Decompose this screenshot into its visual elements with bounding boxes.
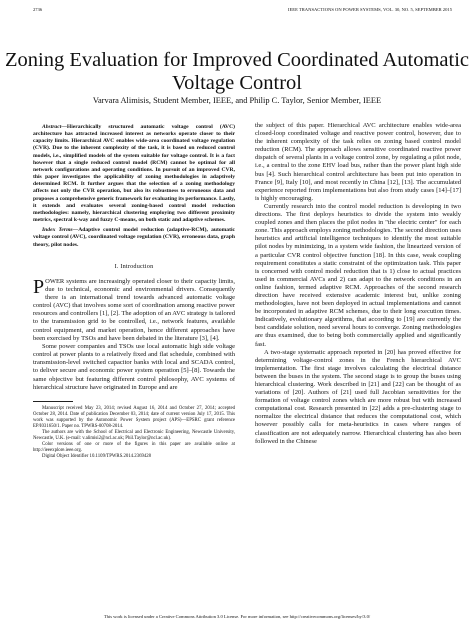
footnote-color: Color versions of one or more of the figures in this paper are available online at http://ieeexplore.ieee.org. <box>33 441 235 453</box>
index-terms <box>33 227 235 248</box>
journal-header: IEEE TRANSACTIONS ON POWER SYSTEMS, VOL. 30, NO. 5, SEPTEMBER 2015 <box>287 7 452 12</box>
right-paragraph-1: the subject of this paper. Hierarchical AVC architecture enables wide-area closed-loop coordinated voltage and reactive power control, however, due to the inherent complexity of the task relies on zoning based control model reduction (RCM). The approach allows sensitive coordinated reactive power dispatch of several plants in a voltage control zone, by regulating a pilot node, i.e., a central to the zone EHV load bus, rather than the power plant high side bus [4]. Such hierarchical control architecture has been put into operation in France [9], Italy [10], and most recently in China [12], [13]. The accumulated experience reported from implementations but also from study cases [14]–[17] is highly encouraging. <box>255 122 461 202</box>
intro-paragraph-1 <box>33 275 235 343</box>
right-paragraph-3: A two-stage systematic approach reported in [20] has proved effective for determining voltage-control zones in the French hierarchical AVC implementation. The first stage involves calculating the electrical distance between the buses in the system. The second stage is to group the buses using hierarchical clustering. Work described in [21] and [22] can be thought of as variations of [20]. Authors of [21] used full Jacobian sensitivities for the formation of voltage control zones which are more robust but with increased computational cost. Research presented in [22] adds a pre-clustering stage to normalize the electrical distance that reduces the computational cost, which however possibly calls for meta-heuristics in cases where ranges of classification are not adequately narrow. Hierarchical clustering has also been followed in the Chinese <box>255 348 461 445</box>
intro-p1-text: systems are increasingly operated closer to their capacity limits, due to technical, economic and environmental drivers. Consequently there is an international trend towards advanced automatic voltage control (AVC) that involves some sort of coordination among reactive power resources and controllers [1], [2]. The adoption of an AVC strategy is tailored to the transmission grid to be controlled, i.e., network features, available control equipment, and market operation, hence different approaches have been exercised by TSOs and have been debated in the literature [3], [4]. <box>33 277 235 342</box>
page-number: 2736 <box>33 7 43 12</box>
footnote-doi: Digital Object Identifier 10.1109/TPWRS.2014.2369428 <box>42 453 152 459</box>
index-terms-text: Adaptive control model reduction (adaptive-RCM), automatic voltage control (AVC), coordinated voltage regulation (CVR), erroneous data, graph theory, pilot nodes. <box>33 227 235 248</box>
intro-paragraph-2: Some power companies and TSOs use local automatic high side voltage control at power plants to a relatively fixed and flat schedule, combined with transmission-level switched capacitor banks with local and SCADA control, to deliver secure and economic power system operation [5]–[8]. Towards the same objective but featuring different control philosophy, AVC systems of hierarchical structure have originated in Europe and are <box>33 342 235 391</box>
drop-cap: P <box>33 275 45 298</box>
paper-authors: Varvara Alimisis, Student Member, IEEE, and Philip C. Taylor, Senior Member, IEEE <box>92 96 382 105</box>
left-column <box>33 124 235 460</box>
section-title: I. Introduction <box>114 262 154 270</box>
footnote-divider <box>33 401 73 402</box>
intro-first-word: OWER <box>45 277 65 285</box>
index-terms-lead: Index Terms— <box>42 227 79 234</box>
abstract-lead: Abstract— <box>42 124 67 130</box>
right-paragraph-2: Currently research into the control model reduction is developing in two directions. The first deploys heuristics to divide the system into weakly coupled zones and then places the pilot nodes in "the electric center" for each zone. This approach employs zoning methodologies. The second direction uses heuristics and artificial intelligence techniques to identify the most suitable pilot nodes by minimizing, in a system wide fashion, the linearized version of a particular CVR control objective function [18]. In this case, weak coupling requirement constitutes a static constraint of the optimization task. This paper is concerned with control model reduction that is 1) close to actual practices used in commercial AVCs and 2) can adapt to the network conditions in an online fashion, termed adaptive RCM. Approaches of the second research direction have received extensive academic interest but, unlike zoning methodologies, have not been deployed in actual implementations and cannot be incorporated in adaptive RCM schemes, due to their long execution times. Indicatively, evolutionary algorithms, that according to [19] are currently the best candidate solution, need several hours to converge. Zoning methodologies are thus examined, due to being both commercially applied and significantly fast. <box>255 202 461 348</box>
paper-title: Zoning Evaluation for Improved Coordinated Automatic Voltage Control <box>5 49 469 94</box>
abstract <box>33 124 235 224</box>
abstract-text: Hierarchically structured automatic voltage control (AVC) architecture has attracted increased interest as networks operate closer to their capacity limits. Hierarchical AVC enables wide-area coordinated voltage regulation (CVR). Due to the inherent complexity of the task, it is based on reduced control models, i.e., simplified models of the system suitable for voltage control. It is a fact however that a single reduced control model (RCM) cannot be optimal for all network configurations and operating conditions. In pursuit of an improved CVR, this paper investigates the applicability of zoning methodologies in adaptively determined RCM. It further argues that the selection of a zoning methodology affects not only the CVR operation, but also its robustness to erroneous data and proposes a comprehensive generic framework for evaluating its performance. Lastly, it extends and evaluates several zoning-based control model reduction methodologies: namely, hierarchical clustering employing two different proximity metrics, spectral k-way and fuzzy C-means, on both static and adaptive schemes. <box>33 124 235 224</box>
right-column <box>255 122 461 446</box>
footnote-manuscript: Manuscript received May 23, 2014; revised August 16, 2014 and October 27, 2014; accepted October 28, 2014. Date of publication December 03, 2014; date of current version July 17, 2015. This work was supported by the Autonomic Power System project (APS)—EPSRC grant reference EP/I031650/1. Paper no. TPWRS-00708-2014. <box>33 405 235 429</box>
license-footer: This work is licensed under a Creative Commons Attribution 3.0 License. For more information, see http://creativecommons.org/licenses/by/3.0/ <box>103 614 371 619</box>
footnote-authors: The authors are with the School of Electrical and Electronic Engineering, Newcastle University, Newcastle, U.K. (e-mail: v.alimisi2@ncl.ac.uk; Phil.Taylor@ncl.ac.uk). <box>33 429 235 441</box>
